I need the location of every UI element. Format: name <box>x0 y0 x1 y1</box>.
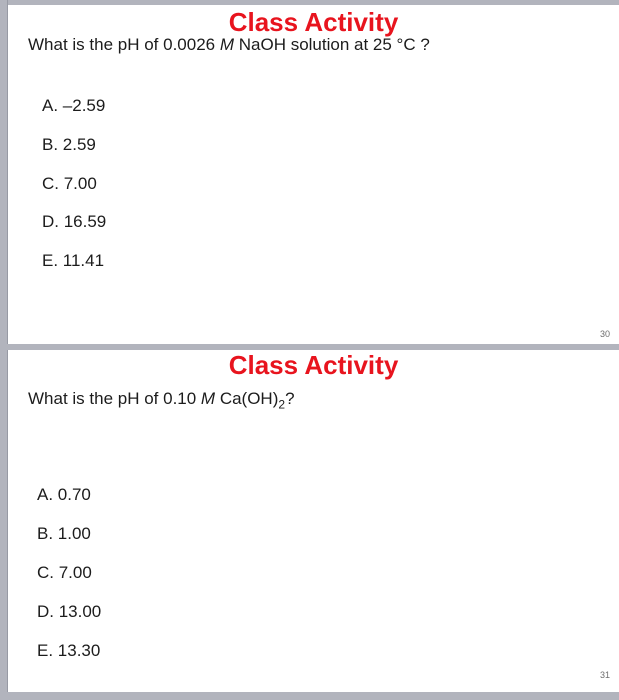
answer-option-e: E. 11.41 <box>42 251 105 270</box>
question-fragment: What is the pH of 0.10 <box>28 389 201 408</box>
question-fragment: What is the pH of 0.0026 <box>28 35 220 54</box>
answer-option-d: D. 16.59 <box>42 212 107 231</box>
question-fragment: NaOH solution at 25 °C ? <box>234 35 430 54</box>
answer-option-b: B. 1.00 <box>37 524 91 543</box>
answer-option-c: C. 7.00 <box>42 174 97 193</box>
answer-option-e: E. 13.30 <box>37 641 101 660</box>
viewer-left-edge <box>0 0 8 700</box>
answer-option-c: C. 7.00 <box>37 563 92 582</box>
question-subscript: 2 <box>278 397 286 412</box>
answer-option-d: D. 13.00 <box>37 602 102 621</box>
answer-option-a: A. –2.59 <box>42 96 106 115</box>
viewer-bottom-edge <box>0 692 619 700</box>
molarity-symbol: M <box>200 389 216 408</box>
question-fragment: ? <box>285 389 295 408</box>
answer-option-a: A. 0.70 <box>37 485 91 504</box>
slide-title: Class Activity <box>228 7 399 37</box>
slide-title: Class Activity <box>228 350 399 380</box>
slide-30 <box>8 5 619 344</box>
page-number: 31 <box>599 670 610 680</box>
question-fragment: Ca(OH) <box>215 389 279 408</box>
page-number: 30 <box>599 329 610 339</box>
question-text <box>28 34 609 56</box>
question-text <box>28 388 609 410</box>
answer-option-b: B. 2.59 <box>42 135 96 154</box>
slide-31 <box>8 350 619 692</box>
molarity-symbol: M <box>219 35 235 54</box>
